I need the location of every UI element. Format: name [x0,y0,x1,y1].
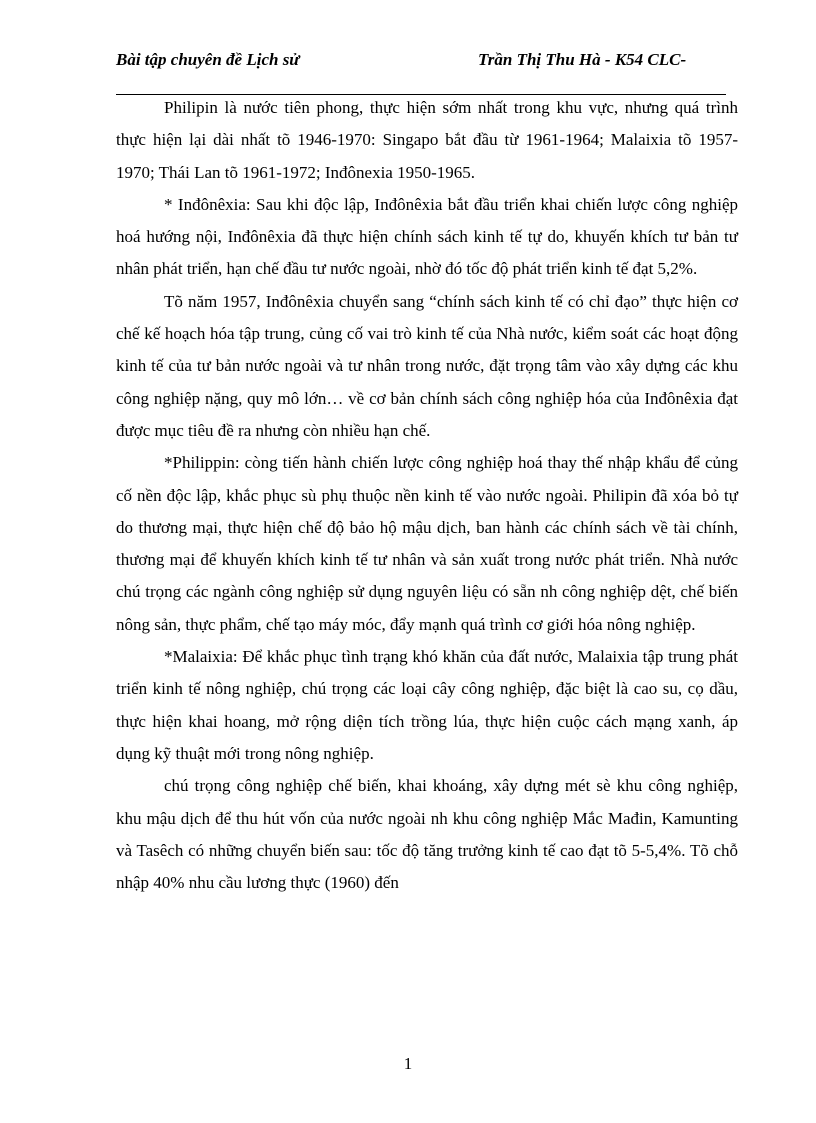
paragraph-malaysia-industry: chú trọng công nghiệp chế biến, khai khoáng, xây dựng mét sè khu công nghiệp, khu mậu dịch để thu hút vốn của nước ngoài nh khu công nghiệp Mắc Mađin, Kamunting và Tasêch có những chuyển biến sau: tốc độ tăng trưởng kinh tế cao đạt tõ 5-5,4%. Tõ chỗ nhập 40% nhu cầu lương thực (1960) đến [116,776,738,893]
body-text [116,92,738,899]
paragraph-indonesia-1957: Tõ năm 1957, Inđônêxia chuyển sang “chính sách kinh tế có chỉ đạo” thực hiện cơ chế kế hoạch hóa tập trung, củng cố vai trò kinh tế của Nhà nước, kiểm soát các hoạt động kinh tế của tư bản nước ngoài và tư nhân trong nước, đặt trọng tâm vào xây dựng các khu công nghiệp nặng, quy mô lớn… về cơ bản chính sách công nghiệp hóa của Inđônêxia đạt được mục tiêu đề ra nhưng còn nhiều hạn chế. [116,291,738,440]
paragraph-philippines: *Philippin: còng tiến hành chiến lược công nghiệp hoá thay thế nhập khẩu để củng cố nền độc lập, khắc phục sù phụ thuộc nền kinh tế vào nước ngoài. Philipin đã xóa bỏ tự do thương mại, thực hiện chế độ bảo hộ mậu dịch, ban hành các chính sách về tài chính, thương mại để khuyến khích kinh tế tư nhân và sản xuất trong nước phát triển. Nhà nước chú trọng các ngành công nghiệp sử dụng nguyên liệu có sẵn nh công nghiệp dệt, chế biến nông sản, thực phẩm, chế tạo máy móc, đẩy mạnh quá trình cơ giới hóa nông nghiệp. [116,453,738,634]
page-header [116,50,726,95]
paragraph-malaysia-agriculture: *Malaixia: Để khắc phục tình trạng khó khăn của đất nước, Malaixia tập trung phát triển kinh tế nông nghiệp, chú trọng các loại cây công nghiệp, đặc biệt là cao su, cọ dầu, thực hiện khai hoang, mở rộng diện tích trồng lúa, thực hiện cuộc cách mạng xanh, áp dụng kỹ thuật mới trong nông nghiệp. [116,647,738,763]
header-author: Trần Thị Thu Hà - K54 CLC- [478,50,687,69]
page-number: 1 [403,1054,413,1073]
paragraph-indonesia-intro: * Inđônêxia: Sau khi độc lập, Inđônêxia bắt đầu triển khai chiến lược công nghiệp hoá hướng nội, Inđônêxia đã thực hiện chính sách kinh tế tự do, khuyến khích tư bản tư nhân phát triển, hạn chế đầu tư nước ngoài, nhờ đó tốc độ phát triển kinh tế đạt 5,2%. [116,194,738,279]
paragraph-overview: Philipin là nước tiên phong, thực hiện sớm nhất trong khu vực, nhưng quá trình thực hiện lại dài nhất tõ 1946-1970: Singapo bắt đầu từ 1961-1964; Malaixia tõ 1957-1970; Thái Lan tõ 1961-1972; Inđônexia 1950-1965. [116,98,738,182]
header-course-title: Bài tập chuyên đề Lịch sử [116,50,300,69]
